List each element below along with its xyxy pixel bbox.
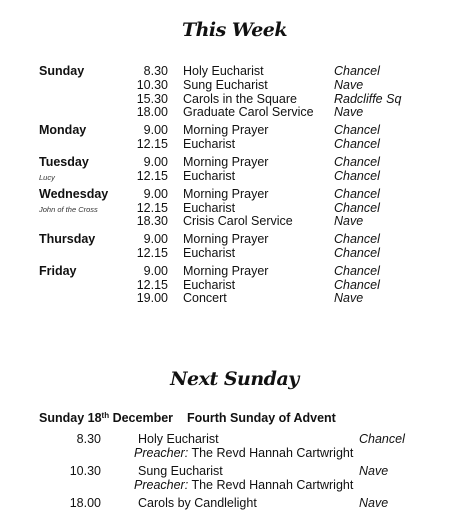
date-prefix: Sunday 18 <box>39 411 102 425</box>
service-location: Chancel <box>359 432 405 446</box>
day-name: Friday <box>39 264 77 278</box>
service-name: Morning Prayer <box>183 187 269 201</box>
date-month: December <box>109 411 174 425</box>
preacher-line <box>134 478 353 492</box>
service-location: Chancel <box>334 232 380 246</box>
service-location: Chancel <box>334 246 380 260</box>
service-name: Morning Prayer <box>183 232 269 246</box>
next-sunday-date <box>39 411 173 425</box>
service-location: Nave <box>334 214 364 228</box>
service-time: 12.15 <box>136 169 168 183</box>
service-name: Holy Eucharist <box>138 432 219 446</box>
service-location: Chancel <box>334 169 380 183</box>
service-time: 10.30 <box>69 464 101 478</box>
service-time: 9.00 <box>143 123 168 137</box>
day-name: Sunday <box>39 64 85 78</box>
service-time: 18.00 <box>69 496 101 510</box>
service-time: 19.00 <box>136 291 168 305</box>
service-name: Eucharist <box>183 278 236 292</box>
service-location: Chancel <box>334 137 380 151</box>
service-time: 9.00 <box>143 187 168 201</box>
day-name: Tuesday <box>39 155 89 169</box>
service-name: Carols by Candlelight <box>138 496 257 510</box>
this-week-heading: This Week <box>181 19 288 41</box>
preacher-name: The Revd Hannah Cartwright <box>188 478 354 492</box>
service-time: 8.30 <box>143 64 168 78</box>
preacher-label: Preacher: <box>134 446 189 460</box>
service-name: Concert <box>183 291 227 305</box>
saint-day-label: John of the Cross <box>39 205 98 214</box>
service-name: Morning Prayer <box>183 123 269 137</box>
service-location: Nave <box>334 78 364 92</box>
service-time: 8.30 <box>76 432 101 446</box>
service-location: Nave <box>334 105 364 119</box>
service-location: Chancel <box>334 201 380 215</box>
service-name: Crisis Carol Service <box>183 214 293 228</box>
next-sunday-title: Fourth Sunday of Advent <box>187 411 336 425</box>
service-location: Radcliffe Sq <box>334 92 402 106</box>
service-location: Nave <box>334 291 364 305</box>
service-time: 12.15 <box>136 201 168 215</box>
next-sunday-heading: Next Sunday <box>170 368 299 390</box>
service-name: Eucharist <box>183 169 236 183</box>
day-name: Wednesday <box>39 187 109 201</box>
service-name: Eucharist <box>183 137 236 151</box>
service-name: Carols in the Square <box>183 92 297 106</box>
service-location: Chancel <box>334 64 380 78</box>
service-location: Nave <box>359 464 389 478</box>
saint-day-label: Lucy <box>39 173 55 182</box>
service-time: 12.15 <box>136 278 168 292</box>
preacher-label: Preacher: <box>134 478 189 492</box>
service-time: 15.30 <box>136 92 168 106</box>
service-time: 9.00 <box>143 155 168 169</box>
service-name: Sung Eucharist <box>183 78 268 92</box>
service-name: Sung Eucharist <box>138 464 223 478</box>
day-name: Thursday <box>39 232 96 246</box>
day-name: Monday <box>39 123 87 137</box>
service-time: 12.15 <box>136 246 168 260</box>
service-time: 12.15 <box>136 137 168 151</box>
date-ordinal-suffix: th <box>101 411 110 420</box>
service-time: 10.30 <box>136 78 168 92</box>
service-time: 9.00 <box>143 264 168 278</box>
preacher-line <box>134 446 353 460</box>
service-name: Graduate Carol Service <box>183 105 314 119</box>
service-location: Chancel <box>334 155 380 169</box>
service-name: Morning Prayer <box>183 264 269 278</box>
service-name: Eucharist <box>183 201 236 215</box>
preacher-name: The Revd Hannah Cartwright <box>188 446 354 460</box>
service-location: Nave <box>359 496 389 510</box>
service-location: Chancel <box>334 264 380 278</box>
service-time: 9.00 <box>143 232 168 246</box>
service-name: Morning Prayer <box>183 155 269 169</box>
service-name: Holy Eucharist <box>183 64 264 78</box>
service-time: 18.00 <box>136 105 168 119</box>
service-name: Eucharist <box>183 246 236 260</box>
service-location: Chancel <box>334 278 380 292</box>
service-time: 18.30 <box>136 214 168 228</box>
service-location: Chancel <box>334 123 380 137</box>
service-location: Chancel <box>334 187 380 201</box>
